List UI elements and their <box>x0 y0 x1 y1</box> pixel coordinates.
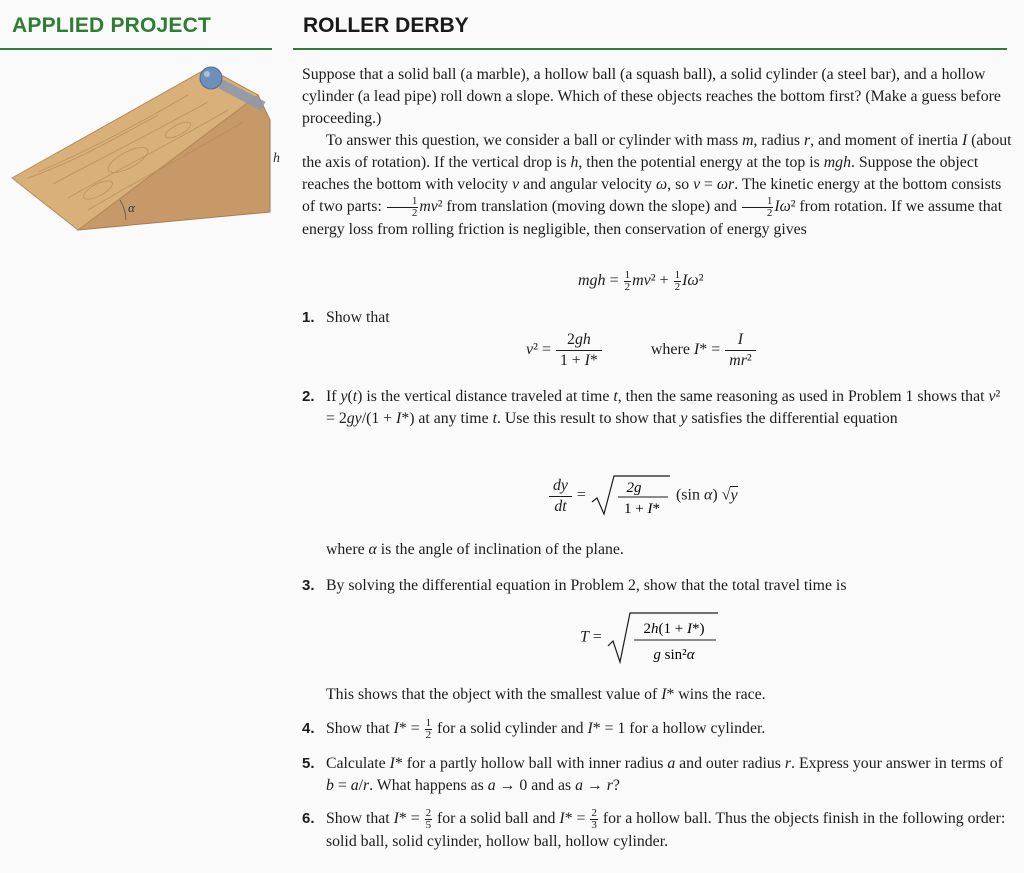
problem-1 <box>302 307 1012 329</box>
intro-paragraph-2: To answer this question, we consider a ball or cylinder with mass m, radius r, and moment of inertia I (about the axis of rotation). If the vertical drop is h, then the potential energy at the top is mgh. Suppose the object reaches the bottom with velocity v and angular velocity ω, so v = ωr. The kinetic energy at the bottom consists of two parts: $\frac{1}{2}$ mv² from translation (moving down the slope) and $\frac{1}{2}$ Iω² from rotation. If we assume that energy loss from rolling friction is negligible, then conservation of energy gives <box>302 132 1012 238</box>
problem-5: 5. Calculate I* for a partly hollow ball with inner radius a and outer radius r. Express your answer in terms of b = a/r. What happens as a → 0 and as a → r? <box>302 755 1003 794</box>
sqrt-sign <box>590 474 672 518</box>
problem-number: 5. <box>302 755 315 772</box>
page-title: ROLLER DERBY <box>303 14 469 37</box>
sqrt-sign <box>606 610 720 666</box>
problem-text: By solving the differential equation in Problem 2, show that the total travel time is <box>326 577 847 594</box>
problem-number: 2. <box>302 388 315 405</box>
angle-label: α <box>128 200 135 215</box>
problem-6: 6. Show that I* = $\frac{2}{5}$ for a solid ball and I* = $\frac{2}{3}$ for a hollow ball. Thus the objects finish in the following order: solid ball, solid cylinder, hollow ball, hollow cylinder. <box>302 807 1006 850</box>
problem-2: 2. If y(t) is the vertical distance traveled at time t, then the same reasoning as used in Problem 1 shows that v² = 2gy/(1 + I*) at any time t. Use this result to show that y satisfies the differential equation <box>302 388 1001 427</box>
svg-text:1 + I*: 1 + I* <box>623 501 660 517</box>
ramp-illustration <box>8 60 298 240</box>
height-label: h <box>273 151 280 166</box>
problem-4: 4. Show that I* = $\frac{1}{2}$ for a solid cylinder and I* = 1 for a hollow cylinder. <box>302 717 766 741</box>
problem-number: 1. <box>302 309 315 326</box>
section-label: APPLIED PROJECT <box>12 14 212 37</box>
problem-3-equation: T = 2h(1 + I*) g sin²α <box>580 610 720 666</box>
intro-text <box>302 64 1012 241</box>
problem-number: 3. <box>302 577 315 594</box>
problem-3-note: This shows that the object with the smallest value of I* wins the race. <box>326 686 766 703</box>
problem-2-note: where α is the angle of inclination of the plane. <box>326 541 624 558</box>
svg-text:2g: 2g <box>626 480 642 496</box>
energy-equation: mgh = $\frac{1}{2}$ mv² + $\frac{1}{2}$ Iω² <box>578 269 704 293</box>
svg-text:g sin²α: g sin²α <box>653 647 695 663</box>
problem-2-equation: $\frac{dy}{dt}$ = 2g 1 + I* (sin α) √y <box>548 474 738 518</box>
header-rule-right <box>293 48 1007 50</box>
svg-text:2h(1 + I*): 2h(1 + I*) <box>643 621 705 637</box>
problem-number: 6. <box>302 810 315 827</box>
problem-number: 4. <box>302 720 315 737</box>
intro-paragraph-1: Suppose that a solid ball (a marble), a hollow ball (a squash ball), a solid cylinder (a steel bar), and a hollow cylinder (a lead pipe) roll down a slope. Which of these objects reaches the bottom first? (Make a guess before proceeding.) <box>302 66 1001 127</box>
header-rule-left <box>0 48 272 50</box>
marble-ball <box>200 67 222 89</box>
problem-1-equation: v² = $\frac{2gh}{1 + I*}$ where I* = $\frac{I}{\text{mr²}}$ <box>526 330 757 371</box>
problem-text: Show that <box>326 309 390 326</box>
problem-3 <box>302 575 1012 597</box>
